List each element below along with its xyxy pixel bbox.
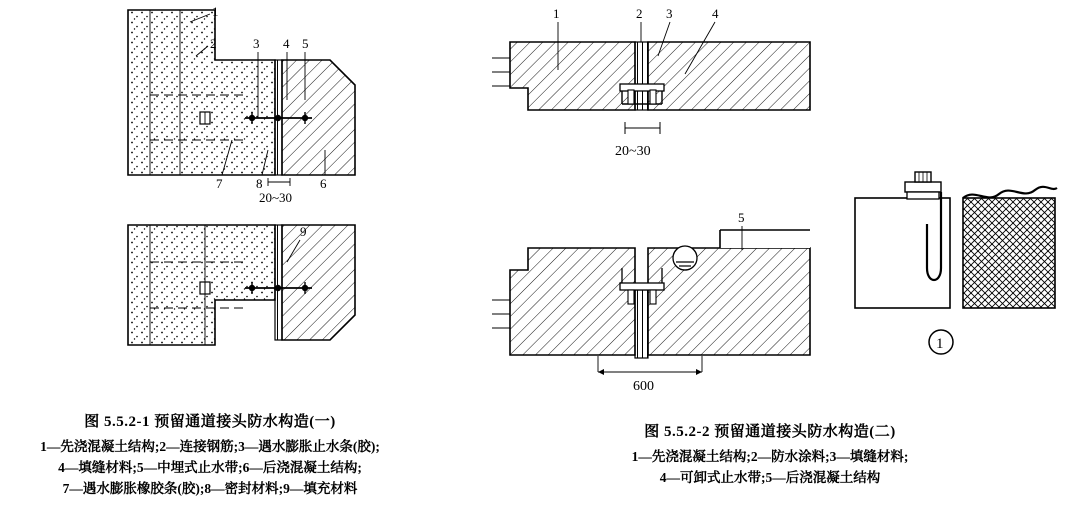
callout-7-top: 7 [216,176,223,191]
concrete-left-detail [855,198,950,308]
detail-number-1: 1 [936,336,944,352]
joint-filler-top-fig2 [635,42,648,110]
dimension-600-fig2: 600 [633,379,654,394]
figure-2-caption-title: 图 5.5.2-2 预留通道接头防水构造(二) [644,424,896,440]
concrete-right-top-fig2 [648,42,810,110]
figure-1-svg [0,0,420,400]
callout-2-fig2: 2 [636,6,643,21]
figure-1-drawing [0,0,420,400]
figure-3-svg [845,160,1065,380]
figure-2-caption [560,420,980,489]
concrete-right-bottom-fig2 [648,248,810,355]
figure-1-caption-title: 图 5.5.2-1 预留通道接头防水构造(一) [84,414,336,430]
figure-1-caption [0,410,420,500]
figure-2-legend-line-1: 1—先浇混凝土结构;2—防水涂料;3—填缝材料; [631,449,909,464]
figure-3-detail-drawing [845,160,1065,380]
callout-9-bottom: 9 [300,224,307,239]
joint-filler-bottom-fig2 [635,290,648,358]
dimension-20-30-top: 20~30 [259,190,293,205]
waterproof-membrane-detail [963,187,1057,198]
waterstop-band-bottom [275,225,282,340]
dimension-20-30-fig2: 20~30 [615,144,651,159]
callout-6-top: 6 [320,176,327,191]
figure-1-legend-line-3: 7—遇水膨胀橡胶条(胶);8—密封材料;9—填充材料 [62,480,358,496]
callout-3-fig2: 3 [666,6,673,21]
figure-2-drawing [470,0,830,400]
concrete-left-bottom-fig2 [510,248,635,355]
figure-1-legend-line-1: 1—先浇混凝土结构;2—连接钢筋;3—遇水膨胀止水条(胶); [40,439,380,454]
figure-1-legend-line-2: 4—填缝材料;5—中埋式止水带;6—后浇混凝土结构; [58,459,362,475]
concrete-right-detail [963,198,1055,308]
callout-3-top: 3 [253,36,260,51]
clamp-plate-detail [905,182,941,192]
callout-4-top: 4 [283,36,290,51]
concrete-left-top-fig2 [510,42,635,110]
callout-5-top: 5 [302,36,309,51]
callout-1-top: 1 [212,4,219,19]
callout-4-fig2: 4 [712,6,719,21]
callout-2-top: 2 [210,36,217,51]
callout-5-fig2: 5 [738,210,745,225]
cast-in-place-concrete-right-bottom [282,225,355,340]
figure-2-svg [470,0,830,400]
figure-2-legend-line-2: 4—可卸式止水带;5—后浇混凝土结构 [659,469,881,485]
callout-8-top: 8 [256,176,263,191]
callout-1-fig2: 1 [553,6,560,21]
